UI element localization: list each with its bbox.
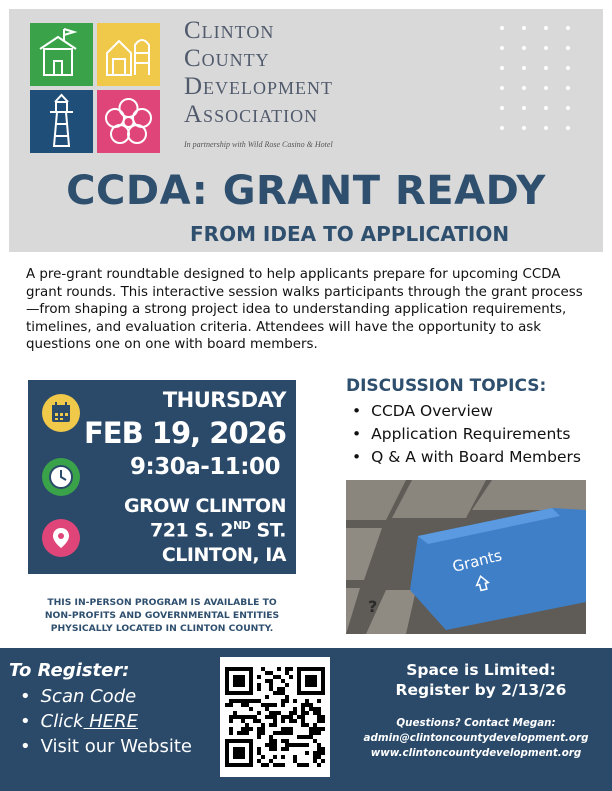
svg-text:?: ?	[368, 597, 378, 616]
eligibility-line: THIS IN-PERSON PROGRAM IS AVAILABLE TO	[47, 597, 277, 608]
address-street: ST.	[250, 519, 286, 542]
register-list	[20, 686, 192, 761]
topic-item: • Q & A with Board Members	[352, 448, 581, 471]
event-address	[150, 519, 286, 541]
topic-item: • CCDA Overview	[352, 402, 581, 425]
contact-email[interactable]: admin@clintoncountydevelopment.org	[363, 732, 589, 744]
wild-rose-icon	[97, 90, 160, 153]
event-venue: GROW CLINTON	[124, 495, 286, 517]
decorative-dot	[522, 66, 526, 70]
org-name-line: Association	[184, 101, 319, 128]
decorative-dot	[500, 26, 504, 30]
contact-info	[345, 716, 607, 761]
topic-item: • Application Requirements	[352, 425, 581, 448]
page-subtitle: FROM IDEA TO APPLICATION	[190, 222, 510, 246]
location-pin-icon	[42, 519, 80, 557]
decorative-dots	[500, 26, 590, 136]
partner-line: In partnership with Wild Rose Casino & Hotel	[184, 140, 333, 149]
org-name-line: County	[184, 45, 270, 72]
clock-icon	[42, 458, 80, 496]
intro-paragraph: A pre-grant roundtable designed to help applicants prepare for upcoming CCDA grant rounds. This interactive session walks participants through the grant process—from shaping a strong project idea to understanding application requirements, timelines, and evaluation criteria. Attendees will have the opportunity to ask questions one on one with board members.	[26, 267, 583, 352]
org-name	[184, 17, 414, 129]
address-ordinal: ND	[233, 519, 251, 532]
decorative-dot	[522, 86, 526, 90]
click-prefix: Click	[40, 711, 84, 732]
decorative-dot	[522, 26, 526, 30]
decorative-dot	[566, 46, 570, 50]
event-date: FEB 19, 2026	[83, 416, 286, 450]
eligibility-line: NON-PROFITS AND GOVERNMENTAL ENTITIES	[44, 610, 280, 621]
topics-list	[352, 402, 581, 471]
contact-title: Questions? Contact Megan:	[396, 717, 556, 729]
ccda-logo	[30, 23, 160, 153]
decorative-dot	[544, 126, 548, 130]
decorative-dot	[522, 46, 526, 50]
space-limited-note	[370, 660, 592, 700]
page-title: CCDA: GRANT READY	[66, 168, 546, 214]
decorative-dot	[566, 106, 570, 110]
decorative-dot	[500, 46, 504, 50]
decorative-dot	[544, 86, 548, 90]
decorative-dot	[544, 106, 548, 110]
topics-title: DISCUSSION TOPICS:	[346, 376, 547, 396]
decorative-dot	[566, 66, 570, 70]
register-title: To Register:	[9, 660, 130, 681]
decorative-dot	[566, 86, 570, 90]
eligibility-note	[28, 596, 296, 635]
decorative-dot	[544, 46, 548, 50]
barn-icon	[97, 23, 160, 86]
decorative-dot	[522, 106, 526, 110]
event-day: THURSDAY	[162, 388, 286, 412]
event-city: CLINTON, IA	[161, 544, 286, 566]
address-number: 721 S. 2	[150, 519, 234, 542]
registration-qr-code[interactable]	[220, 657, 330, 777]
decorative-dot	[566, 126, 570, 130]
register-item-click	[20, 711, 192, 736]
decorative-dot	[566, 26, 570, 30]
footer-bar	[0, 648, 612, 791]
event-details-box	[28, 380, 296, 574]
lighthouse-icon	[30, 90, 93, 153]
register-deadline: Register by 2/13/26	[395, 681, 567, 699]
decorative-dot	[500, 126, 504, 130]
contact-website[interactable]: www.clintoncountydevelopment.org	[370, 747, 582, 759]
calendar-icon	[42, 394, 80, 432]
register-item-website[interactable]: • Visit our Website	[20, 736, 192, 761]
decorative-dot	[544, 66, 548, 70]
decorative-dot	[500, 66, 504, 70]
event-time: 9:30a-11:00	[130, 454, 280, 480]
decorative-dot	[522, 126, 526, 130]
decorative-dot	[544, 26, 548, 30]
space-line: Space is Limited:	[406, 661, 556, 679]
here-link[interactable]: HERE	[83, 711, 139, 732]
grants-keyboard-photo	[346, 480, 586, 634]
org-name-line: Development	[184, 73, 334, 100]
decorative-dot	[500, 106, 504, 110]
decorative-dot	[500, 86, 504, 90]
org-name-line: Clinton	[184, 17, 275, 44]
grants-key-label: Grants	[450, 546, 504, 576]
flag-building-icon	[30, 23, 93, 86]
eligibility-line: PHYSICALLY LOCATED IN CLINTON COUNTY.	[50, 623, 274, 634]
register-item-scan: • Scan Code	[20, 686, 192, 711]
